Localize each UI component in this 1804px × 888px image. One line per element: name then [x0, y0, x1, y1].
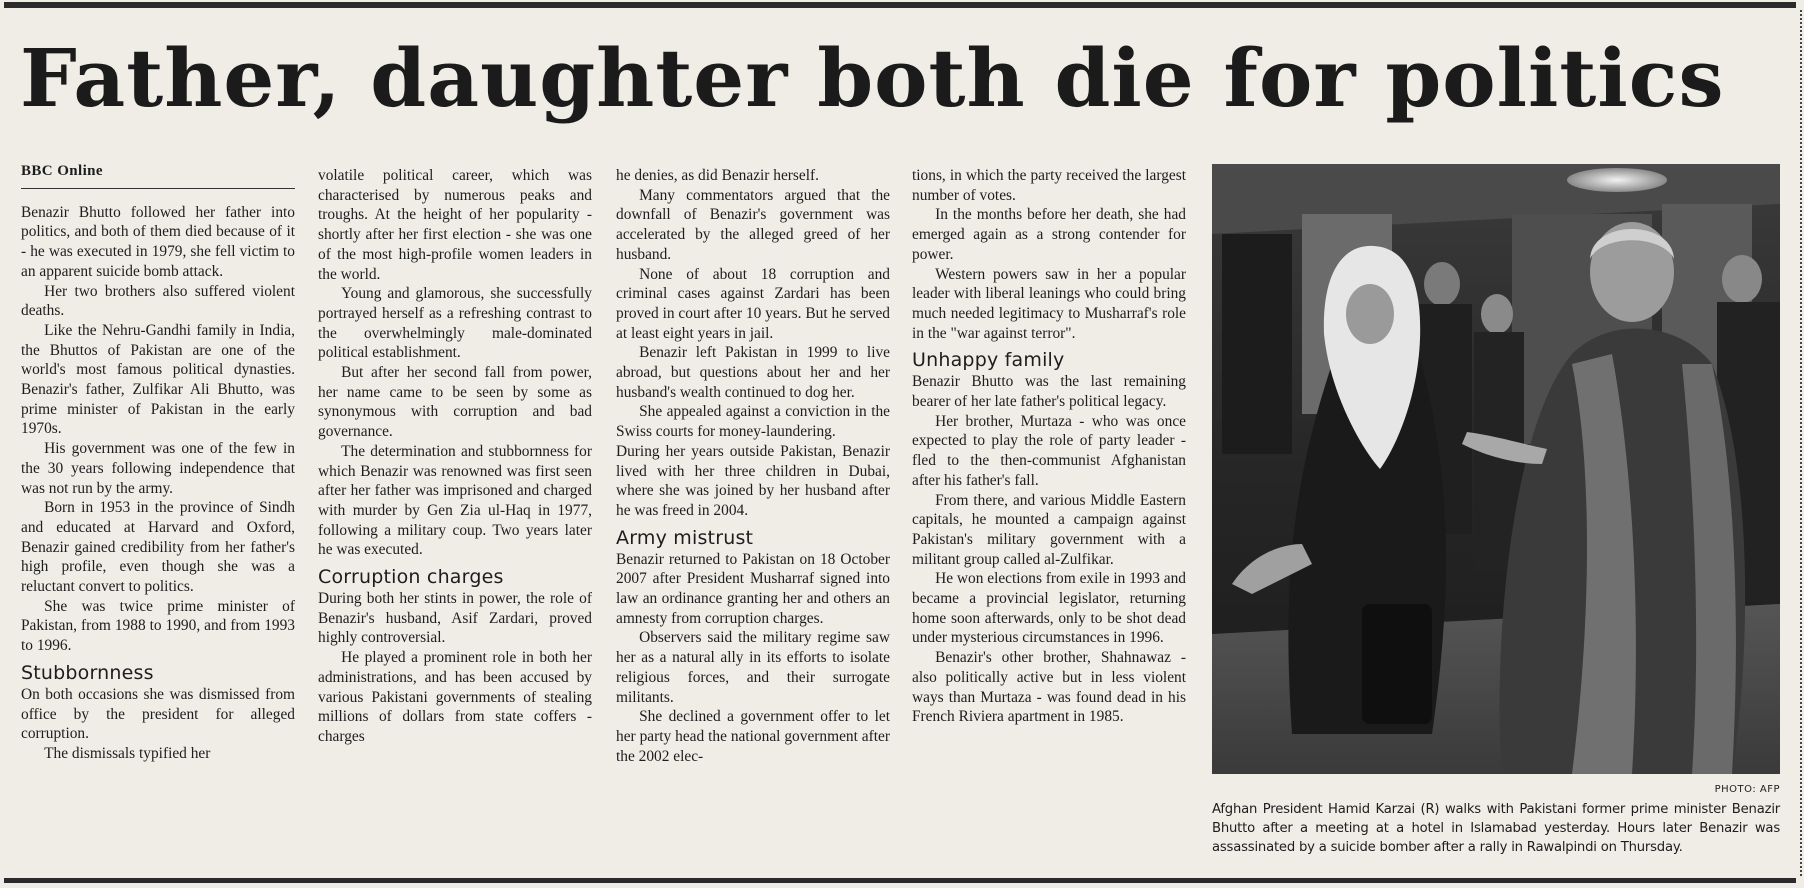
article-column-3 [616, 166, 890, 874]
paragraph: Observers said the military regime saw her as a natural ally in its efforts to isolate religious forces, and their surrogate militants. [616, 629, 890, 706]
paragraph: tions, in which the party received the largest number of votes. [912, 167, 1186, 204]
paragraph: She appealed against a conviction in the Swiss courts for money-laundering. [616, 403, 890, 441]
photo-illustration [1212, 164, 1780, 774]
paragraph: Benazir Bhutto followed her father into politics, and both of them died because of it - he was executed in 1979, she fell victim to an apparent suicide bomb attack. [21, 203, 295, 280]
top-rule [4, 2, 1796, 8]
article-column-4 [912, 166, 1186, 874]
paragraph: From there, and various Middle Eastern capitals, he mounted a campaign against Pakistan's military government with a militant group called al-Zulfikar. [912, 491, 1186, 568]
paragraph: The dismissals typified her [44, 744, 211, 762]
paragraph: He played a prominent role in both her administrations, and has been accused by various Pakistani governments of stealing millions of dollars from state coffers - charges [318, 649, 592, 745]
paragraph: She declined a government offer to let her party head the national government after the 2002 elec- [616, 708, 890, 765]
paragraph: She was twice prime minister of Pakistan, from 1988 to 1990, and from 1993 to 1996. [21, 597, 295, 655]
paragraph: During both her stints in power, the role of Benazir's husband, Asif Zardari, proved highly controversial. [318, 590, 592, 647]
paragraph: In the months before her death, she had emerged again as a strong contender for power. [912, 206, 1186, 263]
subheading-unhappy-family: Unhappy family [912, 349, 1065, 372]
photo-credit: PHOTO: AFP [1714, 784, 1780, 795]
headline: Father, daughter both die for politics [20, 31, 1725, 125]
article-column-1 [21, 150, 295, 874]
paragraph: His government was one of the few in the 30 years following independence that was not run by the army. [21, 440, 295, 497]
subheading-army-mistrust: Army mistrust [616, 526, 754, 549]
paragraph: On both occasions she was dismissed from office by the president for alleged corruption. [21, 685, 295, 743]
paragraph: He won elections from exile in 1993 and became a provincial legislator, returning home soon afterwards, only to be shot dead under mysterious circumstances in 1996. [912, 570, 1186, 647]
paragraph: The determination and stubbornness for which Benazir was renowned was first seen after her father was imprisoned and charged with murder by Gen Zia ul-Haq in 1977, following a military coup. Two years later he was executed. [318, 442, 592, 559]
paragraph: But after her second fall from power, her name came to be seen by some as synonymous with corruption and bad governance. [318, 364, 592, 441]
paragraph: Born in 1953 in the province of Sindh and educated at Harvard and Oxford, Benazir gained credibility from her father's high profile, even though she was a reluctant convert to politics. [21, 499, 295, 596]
paragraph: Her two brothers also suffered violent deaths. [21, 282, 295, 320]
paragraph: Western powers saw in her a popular leader with liberal leanings who could bring much needed legitimacy to Musharraf's role in the "war against terror". [912, 265, 1186, 342]
paragraph: Benazir returned to Pakistan on 18 October 2007 after President Musharraf signed into law an ordinance granting her and others an amnesty from corruption charges. [616, 550, 890, 627]
photo-caption: Afghan President Hamid Karzai (R) walks with Pakistani former prime minister Benazir Bhutto after a meeting at a hotel in Islamabad yesterday. Hours later Benazir was assassinated by a suicide bomber after a rally in Rawalpindi on Thursday. [1212, 802, 1780, 855]
subheading-stubbornness: Stubbornness [21, 661, 154, 684]
paragraph: Young and glamorous, she successfully portrayed herself as a refreshing contrast to the overwhelmingly male-dominated political establishment. [318, 285, 592, 362]
paragraph: None of about 18 corruption and criminal cases against Zardari has been proved in court after 10 years. But he served at least eight years in jail. [616, 265, 890, 342]
paragraph: During her years outside Pakistan, Benazir lived with her three children in Dubai, where she was joined by her husband after he was freed in 2004. [616, 442, 890, 519]
paragraph: Like the Nehru-Gandhi family in India, the Bhuttos of Pakistan are one of the world's most famous political dynasties. Benazir's father, Zulfikar Ali Bhutto, was prime minister of Pakistan in the early 1970s. [21, 321, 295, 438]
bottom-rule [4, 878, 1796, 883]
paragraph: Benazir's other brother, Shahnawaz - also politically active but in less violent ways than Murtaza - was found dead in his French Riviera apartment in 1985. [912, 649, 1186, 726]
paragraph: Many commentators argued that the downfall of Benazir's government was accelerated by the alleged greed of her husband. [616, 186, 890, 263]
subheading-corruption-charges: Corruption charges [318, 566, 504, 589]
byline: BBC Online [21, 150, 295, 189]
paragraph: Her brother, Murtaza - who was once expected to play the role of party leader - fled to the then-communist Afghanistan after his father's fall. [912, 412, 1186, 489]
paragraph: Benazir left Pakistan in 1999 to live abroad, but questions about her and her husband's wealth continued to dog her. [616, 344, 890, 401]
right-dotted-border [1800, 10, 1802, 876]
paragraph: he denies, as did Benazir herself. [616, 167, 819, 184]
article-column-2 [318, 166, 592, 874]
paragraph: Benazir Bhutto was the last remaining bearer of her late father's political legacy. [912, 373, 1186, 411]
paragraph: volatile political career, which was characterised by numerous peaks and troughs. At the height of her popularity - shortly after her first election - she was one of the most high-profile women leaders in the world. [318, 167, 592, 283]
news-photo [1212, 164, 1780, 774]
